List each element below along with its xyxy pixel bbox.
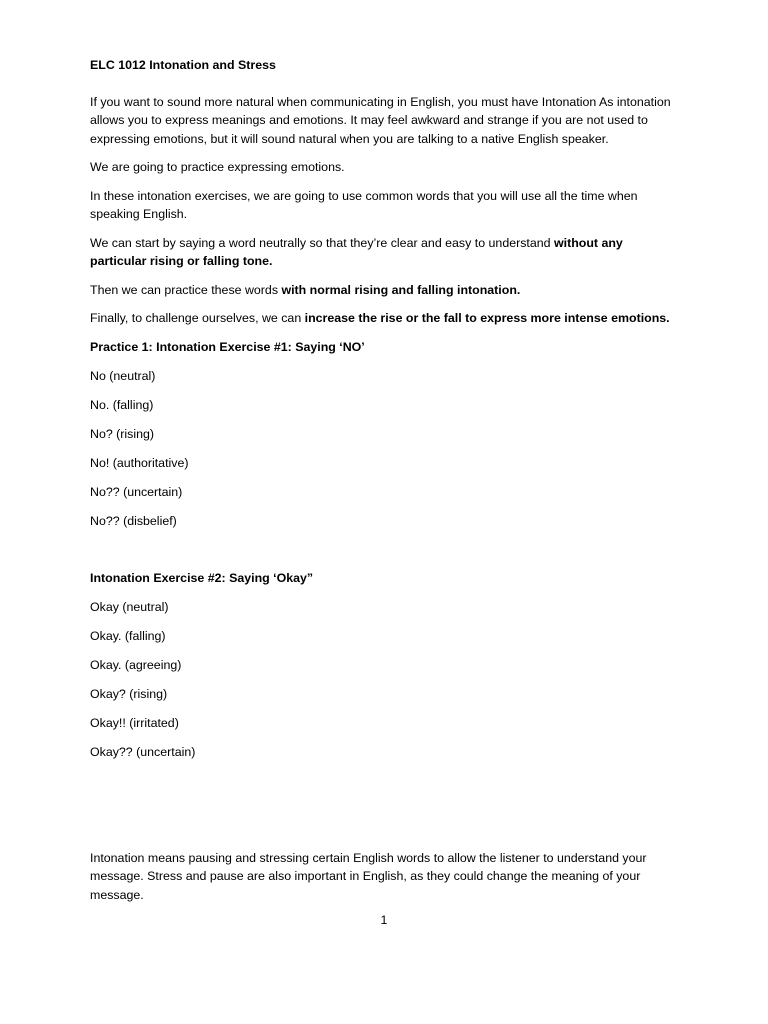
list-item: No? (rising) <box>90 426 155 441</box>
neutral-text: We can start by saying a word neutrally so that they’re clear and easy to understand <box>90 235 554 250</box>
normal-bold-text: with normal rising and falling intonation. <box>281 282 521 297</box>
challenge-text: Finally, to challenge ourselves, we can <box>90 311 305 325</box>
intro-paragraph: If you want to sound more natural when communicating in English, you must have Intonation As intonation allows you to express meanings and emotions. It may feel awkward and strange if you are not used to expressing emotions, but it will sound natural when you are talking to a native English speaker. <box>90 94 671 146</box>
page-number: 1 <box>380 913 388 927</box>
list-item: Okay?? (uncertain) <box>90 745 196 759</box>
exercise1-list <box>90 367 680 531</box>
list-item: No (neutral) <box>90 368 156 383</box>
list-item: No?? (uncertain) <box>90 484 183 499</box>
document-title: ELC 1012 Intonation and Stress <box>90 58 276 72</box>
closing-paragraph: Intonation means pausing and stressing certain English words to allow the listener to understand your message. Stress and pause are also important in English, as they could change the meaning of your message. <box>90 850 647 902</box>
normal-text: Then we can practice these words <box>90 282 282 297</box>
list-item: No?? (disbelief) <box>90 513 177 528</box>
list-item: Okay? (rising) <box>90 687 168 701</box>
exercise2-list <box>90 598 680 762</box>
list-item: Okay. (falling) <box>90 629 166 643</box>
challenge-paragraph <box>90 309 680 328</box>
list-item: Okay. (agreeing) <box>90 658 182 672</box>
exercise1-heading: Practice 1: Intonation Exercise #1: Saying ‘NO’ <box>90 339 365 354</box>
practice-paragraph: We are going to practice expressing emotions. <box>90 160 345 174</box>
list-item: No! (authoritative) <box>90 455 189 470</box>
normal-paragraph <box>90 281 680 300</box>
exercises-paragraph: In these intonation exercises, we are going to use common words that you will use all the time when speaking English. <box>90 188 638 221</box>
exercise2-heading: Intonation Exercise #2: Saying ‘Okay” <box>90 571 314 585</box>
neutral-bold-text: without any particular rising or falling tone. <box>90 235 623 268</box>
list-item: Okay!! (irritated) <box>90 716 179 730</box>
challenge-bold-text: increase the rise or the fall to express more intense emotions. <box>304 311 670 325</box>
list-item: Okay (neutral) <box>90 600 169 614</box>
document-body <box>90 56 680 904</box>
list-item: No. (falling) <box>90 397 154 412</box>
neutral-paragraph <box>90 234 680 271</box>
